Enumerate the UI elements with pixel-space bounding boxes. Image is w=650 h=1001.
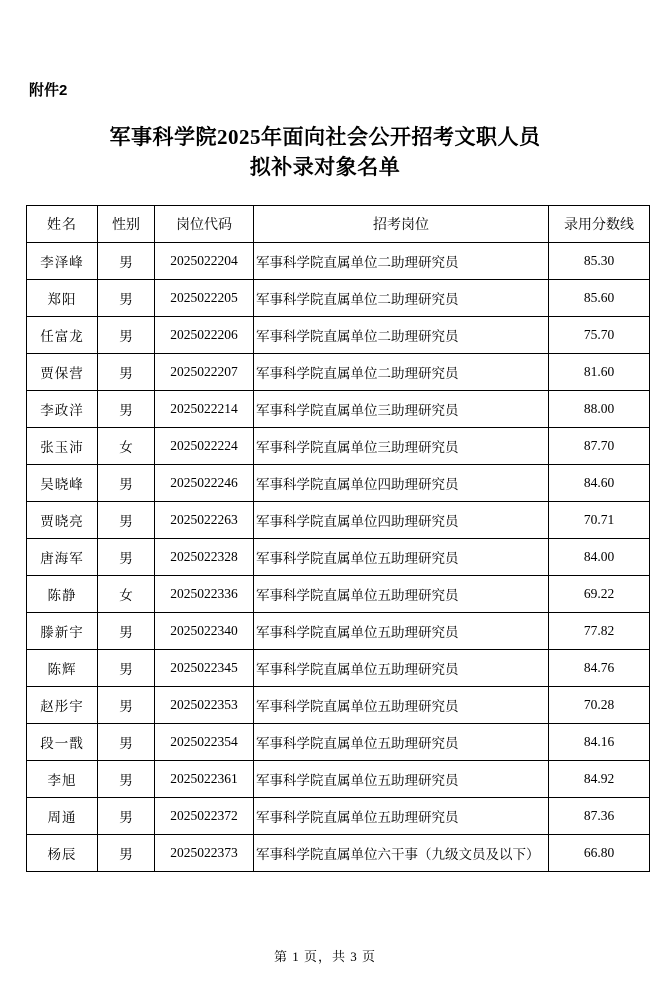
cell-code: 2025022353 <box>155 686 254 723</box>
cell-code: 2025022373 <box>155 834 254 871</box>
column-header-code: 岗位代码 <box>155 205 254 242</box>
cell-score: 70.71 <box>549 501 650 538</box>
cell-code: 2025022340 <box>155 612 254 649</box>
cell-gender: 男 <box>98 242 155 279</box>
cell-gender: 男 <box>98 612 155 649</box>
cell-score: 84.16 <box>549 723 650 760</box>
cell-name: 杨辰 <box>27 834 98 871</box>
table-header <box>27 205 650 242</box>
cell-name: 李旭 <box>27 760 98 797</box>
cell-code: 2025022224 <box>155 427 254 464</box>
cell-score: 77.82 <box>549 612 650 649</box>
document-page <box>0 82 650 1001</box>
cell-gender: 男 <box>98 649 155 686</box>
cell-post: 军事科学院直属单位五助理研究员 <box>254 538 549 575</box>
cell-score: 87.70 <box>549 427 650 464</box>
cell-name: 吴晓峰 <box>27 464 98 501</box>
cell-post: 军事科学院直属单位五助理研究员 <box>254 575 549 612</box>
table-row <box>27 797 650 834</box>
cell-score: 87.36 <box>549 797 650 834</box>
cell-code: 2025022214 <box>155 390 254 427</box>
cell-score: 69.22 <box>549 575 650 612</box>
cell-code: 2025022246 <box>155 464 254 501</box>
cell-name: 贾晓亮 <box>27 501 98 538</box>
table-row <box>27 760 650 797</box>
cell-name: 滕新宇 <box>27 612 98 649</box>
table-row <box>27 316 650 353</box>
table-row <box>27 279 650 316</box>
table-row <box>27 686 650 723</box>
column-header-name: 姓名 <box>27 205 98 242</box>
table-row <box>27 353 650 390</box>
cell-gender: 男 <box>98 464 155 501</box>
cell-score: 66.80 <box>549 834 650 871</box>
page-footer: 第 1 页，共 3 页 <box>273 949 376 964</box>
cell-name: 段一戬 <box>27 723 98 760</box>
cell-code: 2025022354 <box>155 723 254 760</box>
table-row <box>27 242 650 279</box>
cell-gender: 男 <box>98 390 155 427</box>
cell-gender: 男 <box>98 353 155 390</box>
cell-post: 军事科学院直属单位五助理研究员 <box>254 723 549 760</box>
column-header-gender: 性别 <box>98 205 155 242</box>
table-row <box>27 464 650 501</box>
cell-score: 75.70 <box>549 316 650 353</box>
cell-post: 军事科学院直属单位二助理研究员 <box>254 353 549 390</box>
cell-name: 陈静 <box>27 575 98 612</box>
page-title-line-1: 军事科学院2025年面向社会公开招考文职人员 <box>109 125 541 149</box>
table-row <box>27 575 650 612</box>
cell-code: 2025022263 <box>155 501 254 538</box>
table-row <box>27 649 650 686</box>
cell-name: 李泽峰 <box>27 242 98 279</box>
page-title-line-2: 拟补录对象名单 <box>249 155 401 180</box>
cell-code: 2025022372 <box>155 797 254 834</box>
cell-post: 军事科学院直属单位五助理研究员 <box>254 760 549 797</box>
table-row <box>27 538 650 575</box>
cell-score: 84.92 <box>549 760 650 797</box>
cell-code: 2025022336 <box>155 575 254 612</box>
cell-name: 贾保营 <box>27 353 98 390</box>
table-row <box>27 834 650 871</box>
cell-score: 85.30 <box>549 242 650 279</box>
table-body <box>27 242 650 871</box>
cell-name: 唐海军 <box>27 538 98 575</box>
cell-post: 军事科学院直属单位二助理研究员 <box>254 242 549 279</box>
cell-post: 军事科学院直属单位二助理研究员 <box>254 279 549 316</box>
cell-post: 军事科学院直属单位五助理研究员 <box>254 612 549 649</box>
table-row <box>27 723 650 760</box>
cell-gender: 男 <box>98 834 155 871</box>
cell-score: 81.60 <box>549 353 650 390</box>
cell-name: 郑阳 <box>27 279 98 316</box>
column-header-post: 招考岗位 <box>254 205 549 242</box>
cell-name: 张玉沛 <box>27 427 98 464</box>
cell-name: 赵彤宇 <box>27 686 98 723</box>
candidates-table <box>26 205 650 872</box>
cell-gender: 男 <box>98 686 155 723</box>
cell-post: 军事科学院直属单位四助理研究员 <box>254 501 549 538</box>
table-row <box>27 612 650 649</box>
cell-post: 军事科学院直属单位二助理研究员 <box>254 316 549 353</box>
cell-name: 陈辉 <box>27 649 98 686</box>
cell-code: 2025022345 <box>155 649 254 686</box>
cell-gender: 男 <box>98 723 155 760</box>
page-title <box>26 122 624 183</box>
cell-post: 军事科学院直属单位五助理研究员 <box>254 686 549 723</box>
table-row <box>27 390 650 427</box>
cell-gender: 男 <box>98 797 155 834</box>
column-header-score: 录用分数线 <box>549 205 650 242</box>
cell-score: 70.28 <box>549 686 650 723</box>
cell-gender: 男 <box>98 316 155 353</box>
cell-name: 周通 <box>27 797 98 834</box>
cell-score: 85.60 <box>549 279 650 316</box>
cell-name: 李政洋 <box>27 390 98 427</box>
table-row <box>27 501 650 538</box>
cell-code: 2025022206 <box>155 316 254 353</box>
table-header-row <box>27 205 650 242</box>
cell-code: 2025022205 <box>155 279 254 316</box>
cell-code: 2025022328 <box>155 538 254 575</box>
cell-gender: 男 <box>98 501 155 538</box>
cell-gender: 男 <box>98 279 155 316</box>
cell-gender: 男 <box>98 538 155 575</box>
cell-score: 84.60 <box>549 464 650 501</box>
cell-code: 2025022361 <box>155 760 254 797</box>
cell-post: 军事科学院直属单位六干事（九级文员及以下） <box>254 834 549 871</box>
cell-gender: 男 <box>98 760 155 797</box>
cell-gender: 女 <box>98 427 155 464</box>
cell-code: 2025022207 <box>155 353 254 390</box>
cell-post: 军事科学院直属单位四助理研究员 <box>254 464 549 501</box>
cell-post: 军事科学院直属单位三助理研究员 <box>254 390 549 427</box>
cell-score: 88.00 <box>549 390 650 427</box>
cell-post: 军事科学院直属单位五助理研究员 <box>254 649 549 686</box>
cell-score: 84.76 <box>549 649 650 686</box>
cell-gender: 女 <box>98 575 155 612</box>
attachment-label: 附件2 <box>29 82 68 99</box>
cell-post: 军事科学院直属单位三助理研究员 <box>254 427 549 464</box>
cell-name: 任富龙 <box>27 316 98 353</box>
cell-code: 2025022204 <box>155 242 254 279</box>
table-row <box>27 427 650 464</box>
cell-score: 84.00 <box>549 538 650 575</box>
cell-post: 军事科学院直属单位五助理研究员 <box>254 797 549 834</box>
